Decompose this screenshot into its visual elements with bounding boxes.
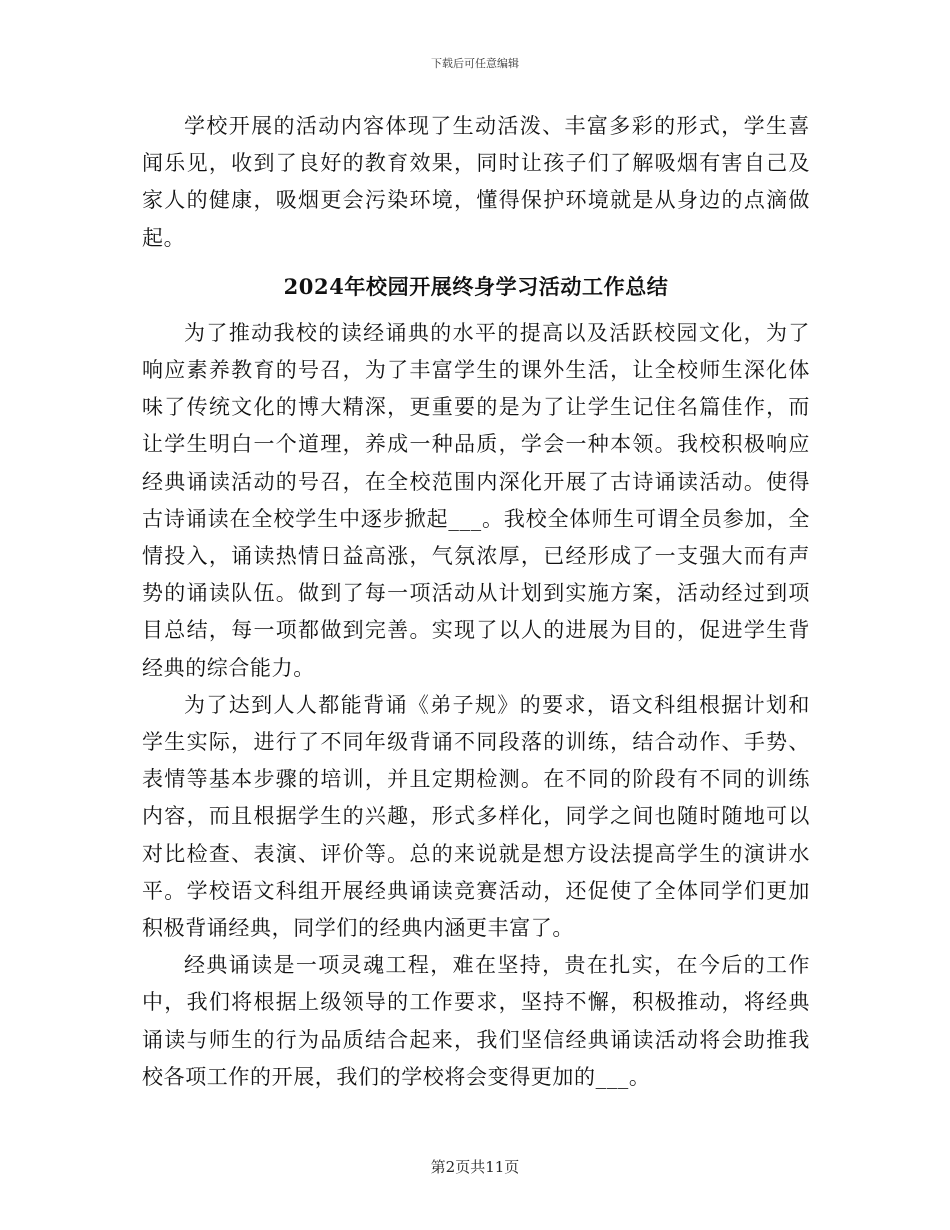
intro-paragraph: 学校开展的活动内容体现了生动活泼、丰富多彩的形式，学生喜闻乐见，收到了良好的教育效果，同时让孩子们了解吸烟有害自己及家人的健康，吸烟更会污染环境，懂得保护环境就是从身边的点滴做起。 [142, 114, 810, 250]
body-paragraph-1: 为了推动我校的读经诵典的水平的提高以及活跃校园文化，为了响应素养教育的号召，为了丰富学生的课外生活，让全校师生深化体味了传统文化的博大精深，更重要的是为了让学生记住名篇佳作，而让学生明白一个道理，养成一种品质，学会一种本领。我校积极响应经典诵读活动的号召，在全校范围内深化开展了古诗诵读活动。使得古诗诵读在全校学生中逐步掀起___。我校全体师生可谓全员参加，全情投入，诵读热情日益高涨，气氛浓厚，已经形成了一支强大而有声势的诵读队伍。做到了每一项活动从计划到实施方案，活动经过到项目总结，每一项都做到完善。实现了以人的进展为目的，促进学生背经典的综合能力。 [142, 320, 810, 680]
document-body [142, 108, 810, 1096]
document-title: 2024年校园开展终身学习活动工作总结 [283, 273, 669, 299]
page-header-note: 下载后可任意编辑 [431, 57, 519, 70]
body-paragraph-2: 为了达到人人都能背诵《弟子规》的要求，语文科组根据计划和学生实际，进行了不同年级背诵不同段落的训练，结合动作、手势、表情等基本步骤的培训，并且定期检测。在不同的阶段有不同的训练内容，而且根据学生的兴趣，形式多样化，同学之间也随时随地可以对比检查、表演、评价等。总的来说就是想方设法提高学生的演讲水平。学校语文科组开展经典诵读竞赛活动，还促使了全体同学们更加积极背诵经典，同学们的经典内涵更丰富了。 [142, 692, 810, 941]
page-number: 第2页共11页 [430, 1158, 520, 1176]
body-paragraph-3: 经典诵读是一项灵魂工程，难在坚持，贵在扎实，在今后的工作中，我们将根据上级领导的工作要求，坚持不懈，积极推动，将经典诵读与师生的行为品质结合起来，我们坚信经典诵读活动将会助推我校各项工作的开展，我们的学校将会变得更加的___。 [142, 953, 810, 1089]
